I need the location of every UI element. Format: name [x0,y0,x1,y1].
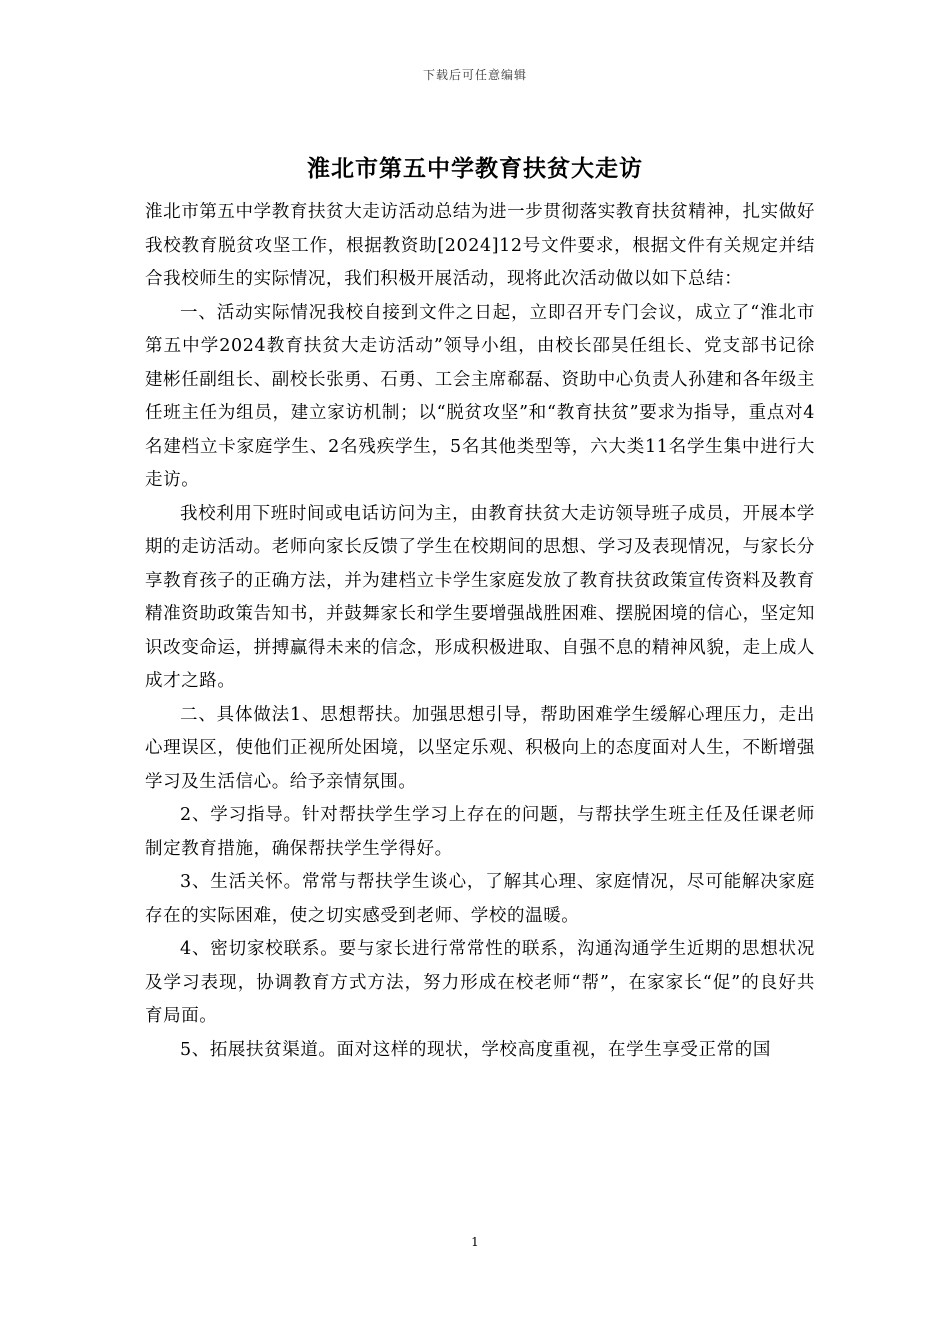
paragraph-visit-details: 我校利用下班时间或电话访问为主，由教育扶贫大走访领导班子成员，开展本学期的走访活动。老师向家长反馈了学生在校期间的思想、学习及表现情况，与家长分享教育孩子的正确方法，并为建档立卡学生家庭发放了教育扶贫政策宣传资料及教育精准资助政策告知书，并鼓舞家长和学生要增强战胜困难、摆脱困境的信心，坚定知识改变命运，拼搏赢得未来的信念，形成积极进取、自强不息的精神风貌，走上成人成才之路。 [145,503,815,691]
document-title: 淮北市第五中学教育扶贫大走访 [307,155,643,182]
paragraph-life-care: 3、生活关怀。常常与帮扶学生谈心，了解其心理、家庭情况，尽可能解决家庭存在的实际困难，使之切实感受到老师、学校的温暖。 [145,872,815,926]
paragraph-activity-situation: 一、活动实际情况我校自接到文件之日起，立即召开专门会议，成立了“淮北市第五中学2024教育扶贫大走访活动”领导小组，由校长邵昊任组长、党支部书记徐建彬任副组长、副校长张勇、石勇、工会主席郗磊、资助中心负责人孙建和各年级主任班主任为组员，建立家访机制；以“脱贫攻坚”和“教育扶贫”要求为指导，重点对4名建档立卡家庭学生、2名残疾学生，5名其他类型等，六大类11名学生集中进行大走访。 [145,302,815,490]
paragraph-study-guidance: 2、学习指导。针对帮扶学生学习上存在的问题，与帮扶学生班主任及任课老师制定教育措施，确保帮扶学生学得好。 [145,805,815,859]
paragraph-intro: 淮北市第五中学教育扶贫大走访活动总结为进一步贯彻落实教育扶贫精神，扎实做好我校教育脱贫攻坚工作，根据教资助[2024]12号文件要求，根据文件有关规定并结合我校师生的实际情况，我们积极开展活动，现将此次活动做以如下总结： [145,202,815,289]
paragraph-methods-thought: 二、具体做法1、思想帮扶。加强思想引导，帮助困难学生缓解心理压力，走出心理误区，使他们正视所处困境，以坚定乐观、积极向上的态度面对人生，不断增强学习及生活信心。给予亲情氛围。 [145,704,815,792]
paragraph-expand-channels: 5、拓展扶贫渠道。面对这样的现状，学校高度重视，在学生享受正常的国 [180,1039,771,1060]
document-body [145,196,815,1067]
paragraph-home-school-contact: 4、密切家校联系。要与家长进行常常性的联系，沟通沟通学生近期的思想状况及学习表现，协调教育方式方法，努力形成在校老师“帮”，在家家长“促”的良好共育局面。 [145,939,815,1026]
page-number: 1 [471,1235,479,1249]
page-header-note: 下载后可任意编辑 [422,68,527,82]
